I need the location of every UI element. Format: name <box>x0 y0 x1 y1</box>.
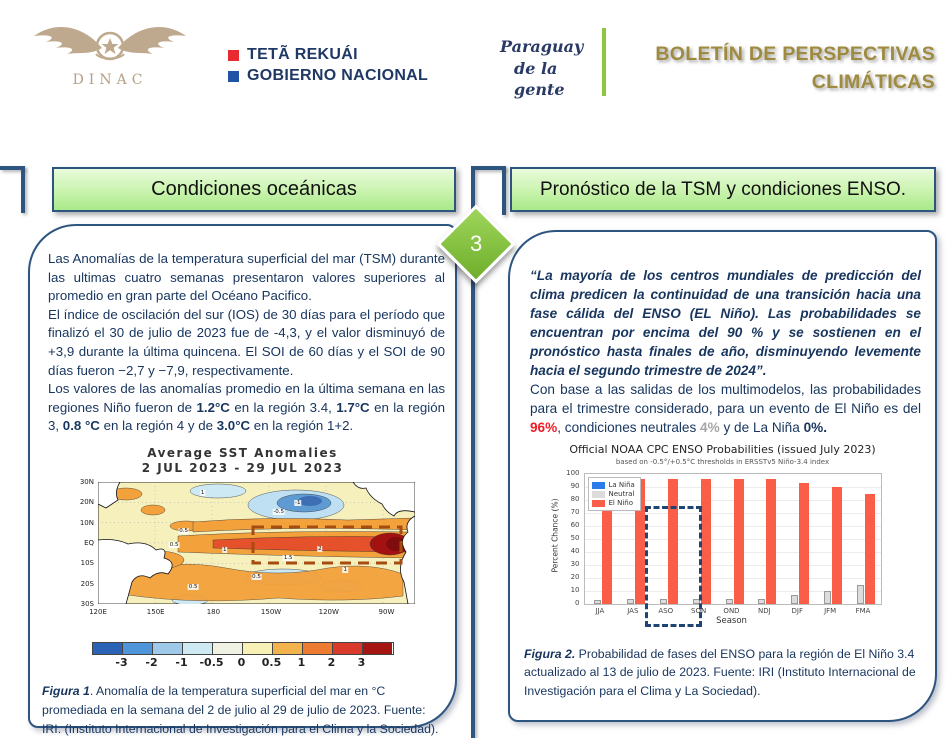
colorbar-label: 0 <box>237 655 246 669</box>
map-title-line-1: Average SST Anomalies <box>147 445 338 460</box>
colorbar-segment <box>183 643 213 654</box>
chart-legend <box>588 477 641 511</box>
contour-label: 1.5 <box>283 554 293 561</box>
left-section-title: Condiciones oceánicas <box>52 167 456 212</box>
text-segment: Probabilidad de fases del ENSO para la región de El Niño 3.4 actualizado al 13 de julio de 2023. Fuente: IRI (Instituto Internacional de Investigación para el Clima y La Sociedad). <box>524 647 916 698</box>
contour-label: 0.5 <box>179 527 188 534</box>
colorbar-label: -2 <box>145 655 158 669</box>
bar-neutral <box>824 591 831 604</box>
sst-map-figure <box>30 446 455 670</box>
svg-text:DINAC: DINAC <box>72 72 148 88</box>
y-tick-label: 80 <box>570 495 580 503</box>
bar-neutral <box>791 595 798 604</box>
enso-paragraph <box>530 380 921 437</box>
x-tick-label: JAS <box>627 607 639 615</box>
bar-el-niño <box>734 479 744 604</box>
text-segment: Figura 2. <box>524 647 576 661</box>
contour-label: 0.5 <box>252 574 261 581</box>
bracket-right-vertical <box>502 166 506 215</box>
text-segment: 0%. <box>803 420 828 435</box>
legend-swatch <box>592 482 605 489</box>
colorbar-segment <box>333 643 363 654</box>
colorbar-label: -3 <box>115 655 128 669</box>
bulletin-title <box>610 40 935 97</box>
forecast-trimester-highlight <box>645 506 702 628</box>
enso-probability-chart <box>538 443 908 625</box>
sst-anomaly-map <box>70 477 415 632</box>
bar-neutral <box>758 599 765 604</box>
x-tick-label: JFM <box>824 607 837 615</box>
colorbar-label: -1 <box>175 655 188 669</box>
text-segment: , condiciones neutrales <box>557 420 701 435</box>
contour-label: 0.5 <box>169 542 179 549</box>
ocean-conditions-panel <box>28 224 457 737</box>
colorbar-segment <box>93 643 123 654</box>
bar-el-niño <box>865 494 875 605</box>
text-segment: y de La Niña <box>719 420 804 435</box>
right-section-title: Pronóstico de la TSM y condiciones ENSO. <box>510 167 936 212</box>
legend-item <box>592 490 635 498</box>
colorbar-segment <box>153 643 183 654</box>
legend-label: La Niña <box>608 481 635 489</box>
map-lon-tick: 120W <box>318 607 339 616</box>
text-segment: 1.2°C <box>196 399 230 415</box>
government-text-1: TETÃ REKUÁI <box>247 46 358 63</box>
legend-item <box>592 481 635 489</box>
map-lon-tick: 120E <box>89 607 107 616</box>
government-line-1 <box>228 46 428 64</box>
text-segment: El índice de oscilación del sur (IOS) de 30 días para el período que finalizó el 30 de julio de 2023 fue de -4,3, y el valor disminuyó de +3,9 durante la última quincena. El SOI de 60 días y el SOI de 90 días fueron −2,7 y −7,9, respectivamente. <box>48 306 445 378</box>
text-segment: 0.8 °C <box>62 418 100 434</box>
text-segment: en la región 3.4, <box>229 399 337 415</box>
map-lat-tick: 20N <box>79 498 94 507</box>
contour-label: 0.5 <box>188 583 198 590</box>
text-segment: Con base a las salidas de los multimodelos, las probabilidades para el trimestre considerado, para un evento de El Niño es del <box>530 382 921 416</box>
colorbar <box>92 642 394 655</box>
figure-2-caption <box>524 645 919 700</box>
bracket-right-horizontal <box>474 166 505 170</box>
contour-label: 1 <box>200 489 205 496</box>
y-tick-label: 60 <box>570 521 580 529</box>
map-lat-tick: 10S <box>80 559 94 568</box>
x-axis-label: Season <box>716 616 747 626</box>
x-tick-label: OND <box>723 607 740 615</box>
map-lat-tick: 10N <box>79 518 94 527</box>
map-lon-tick: 90W <box>378 607 395 616</box>
text-segment: en la región 1+2. <box>250 418 354 434</box>
enso-quote: “La mayoría de los centros mundiales de predicción del clima predicen la continuidad de una transición hacia una fase cálida del ENSO (EL Niño). Las probabilidades se encuentran por encima del 90 % y se sostienen en el pronóstico hasta finales de año, disminuyendo levemente hacia el segundo trimestre de 2024”. <box>530 268 921 378</box>
x-tick-label: JJA <box>595 607 605 615</box>
x-tick-label: SON <box>691 607 707 615</box>
colorbar-segment <box>363 643 392 654</box>
contour-label: -0.5 <box>273 509 285 516</box>
map-lat-tick: 20S <box>80 579 94 588</box>
colorbar-label: 0.5 <box>261 655 282 669</box>
text-segment: en la región 3, <box>48 399 445 434</box>
y-axis-label: Percent Chance (%) <box>550 498 559 573</box>
enso-forecast-panel <box>508 230 937 722</box>
header-divider <box>602 28 606 96</box>
bulletin-title-line-2: CLIMÁTICAS <box>811 71 935 94</box>
bracket-left-vertical <box>21 166 25 213</box>
x-tick-label: ASO <box>658 607 674 615</box>
text-segment: 3.0°C <box>216 418 251 434</box>
text-segment: Las Anomalías de la temperatura superficial del mar (TSM) durante las ultimas cuatro semanas presentaron valores superiores al promedio en gran parte del Océano Pacifico. <box>48 251 445 304</box>
sst-map-graphic <box>98 482 415 604</box>
colorbar-label: 3 <box>357 655 366 669</box>
y-tick-label: 0 <box>575 599 580 607</box>
y-tick-label: 10 <box>570 586 580 594</box>
text-segment: en la región 4 y de <box>99 418 217 434</box>
y-tick-label: 70 <box>570 508 580 516</box>
colorbar-label: 1 <box>297 655 306 669</box>
colorbar-segment <box>213 643 243 654</box>
y-tick-label: 50 <box>570 534 580 542</box>
bar-el-niño <box>766 479 776 604</box>
legend-swatch <box>592 491 605 498</box>
x-tick-label: NDJ <box>758 607 771 615</box>
legend-swatch <box>592 500 605 507</box>
government-lockup <box>228 46 428 88</box>
text-segment: 4% <box>700 420 720 435</box>
bulletin-title-line-1: BOLETÍN DE PERSPECTIVAS <box>655 43 935 65</box>
bar-neutral <box>726 599 733 604</box>
contour-label: 1 <box>343 566 347 573</box>
map-lat-tick: 30S <box>80 599 94 608</box>
colorbar-segment <box>273 643 303 654</box>
figure-1-caption <box>42 682 447 738</box>
paragraph-3 <box>48 380 445 436</box>
text-segment: 1.7°C <box>336 399 370 415</box>
colorbar-labels <box>92 656 394 670</box>
dinac-wings-icon <box>30 6 190 106</box>
slogan <box>500 36 610 101</box>
red-square-icon <box>228 50 239 61</box>
y-tick-label: 40 <box>570 547 580 555</box>
bar-el-niño <box>832 487 842 604</box>
legend-label: Neutral <box>608 490 635 498</box>
x-tick-label: DJF <box>791 607 804 615</box>
bar-neutral <box>857 585 864 605</box>
y-tick-label: 90 <box>570 482 580 490</box>
paragraph-2 <box>48 306 445 380</box>
government-text-2: GOBIERNO NACIONAL <box>247 67 429 84</box>
map-lat-tick: EQ <box>84 538 94 547</box>
map-title-line-2: 2 JUL 2023 - 29 JUL 2023 <box>141 460 344 475</box>
colorbar-label: -0.5 <box>199 655 224 669</box>
blue-square-icon <box>228 71 239 82</box>
colorbar-label: 2 <box>327 655 336 669</box>
colorbar-segment <box>123 643 153 654</box>
colorbar-segment <box>303 643 333 654</box>
bar-neutral <box>594 600 601 604</box>
y-tick-label: 30 <box>570 560 580 568</box>
slogan-line-1: Paraguay <box>500 37 584 56</box>
text-segment: Los valores de las anomalías promedio en la última semana en las regiones Niño fueron de <box>48 381 445 415</box>
map-lon-tick: 150W <box>260 607 282 616</box>
paragraph-1 <box>48 250 445 306</box>
text-segment: . Anomalía de la temperatura superficial del mar en °C promediada en la semana del 2 de julio al 29 de julio de 2023. Fuente: IRI. (Instituto Internacional de Investigación para el Clima y la Sociedad). <box>42 683 439 737</box>
chart-title: Official NOAA CPC ENSO Probabilities (issued July 2023) <box>569 443 876 456</box>
text-segment: Figura 1 <box>42 683 90 698</box>
map-lat-tick: 30N <box>79 477 94 486</box>
ocean-conditions-text <box>48 250 445 436</box>
dinac-logo <box>30 6 190 108</box>
y-tick-label: 20 <box>570 573 580 581</box>
legend-label: El Niño <box>608 499 633 507</box>
contour-label: -1 <box>294 499 301 506</box>
bar-neutral <box>627 599 634 604</box>
y-tick-label: 100 <box>566 469 580 477</box>
slogan-line-2: de la gente <box>514 58 565 100</box>
colorbar-segment <box>243 643 273 654</box>
legend-item <box>592 499 635 507</box>
text-segment: 96% <box>530 420 558 435</box>
x-tick-label: FMA <box>855 607 871 615</box>
step-number: 3 <box>469 231 483 256</box>
contour-label: 2 <box>318 546 322 553</box>
chart-subtitle: based on -0.5°/+0.5°C thresholds in ERSSTv5 Niño-3.4 index <box>615 458 830 466</box>
government-line-2 <box>228 67 428 85</box>
contour-label: 1 <box>223 547 227 554</box>
map-lon-tick: 180 <box>206 607 221 616</box>
bar-el-niño <box>799 483 809 604</box>
map-lon-tick: 150E <box>146 607 165 616</box>
